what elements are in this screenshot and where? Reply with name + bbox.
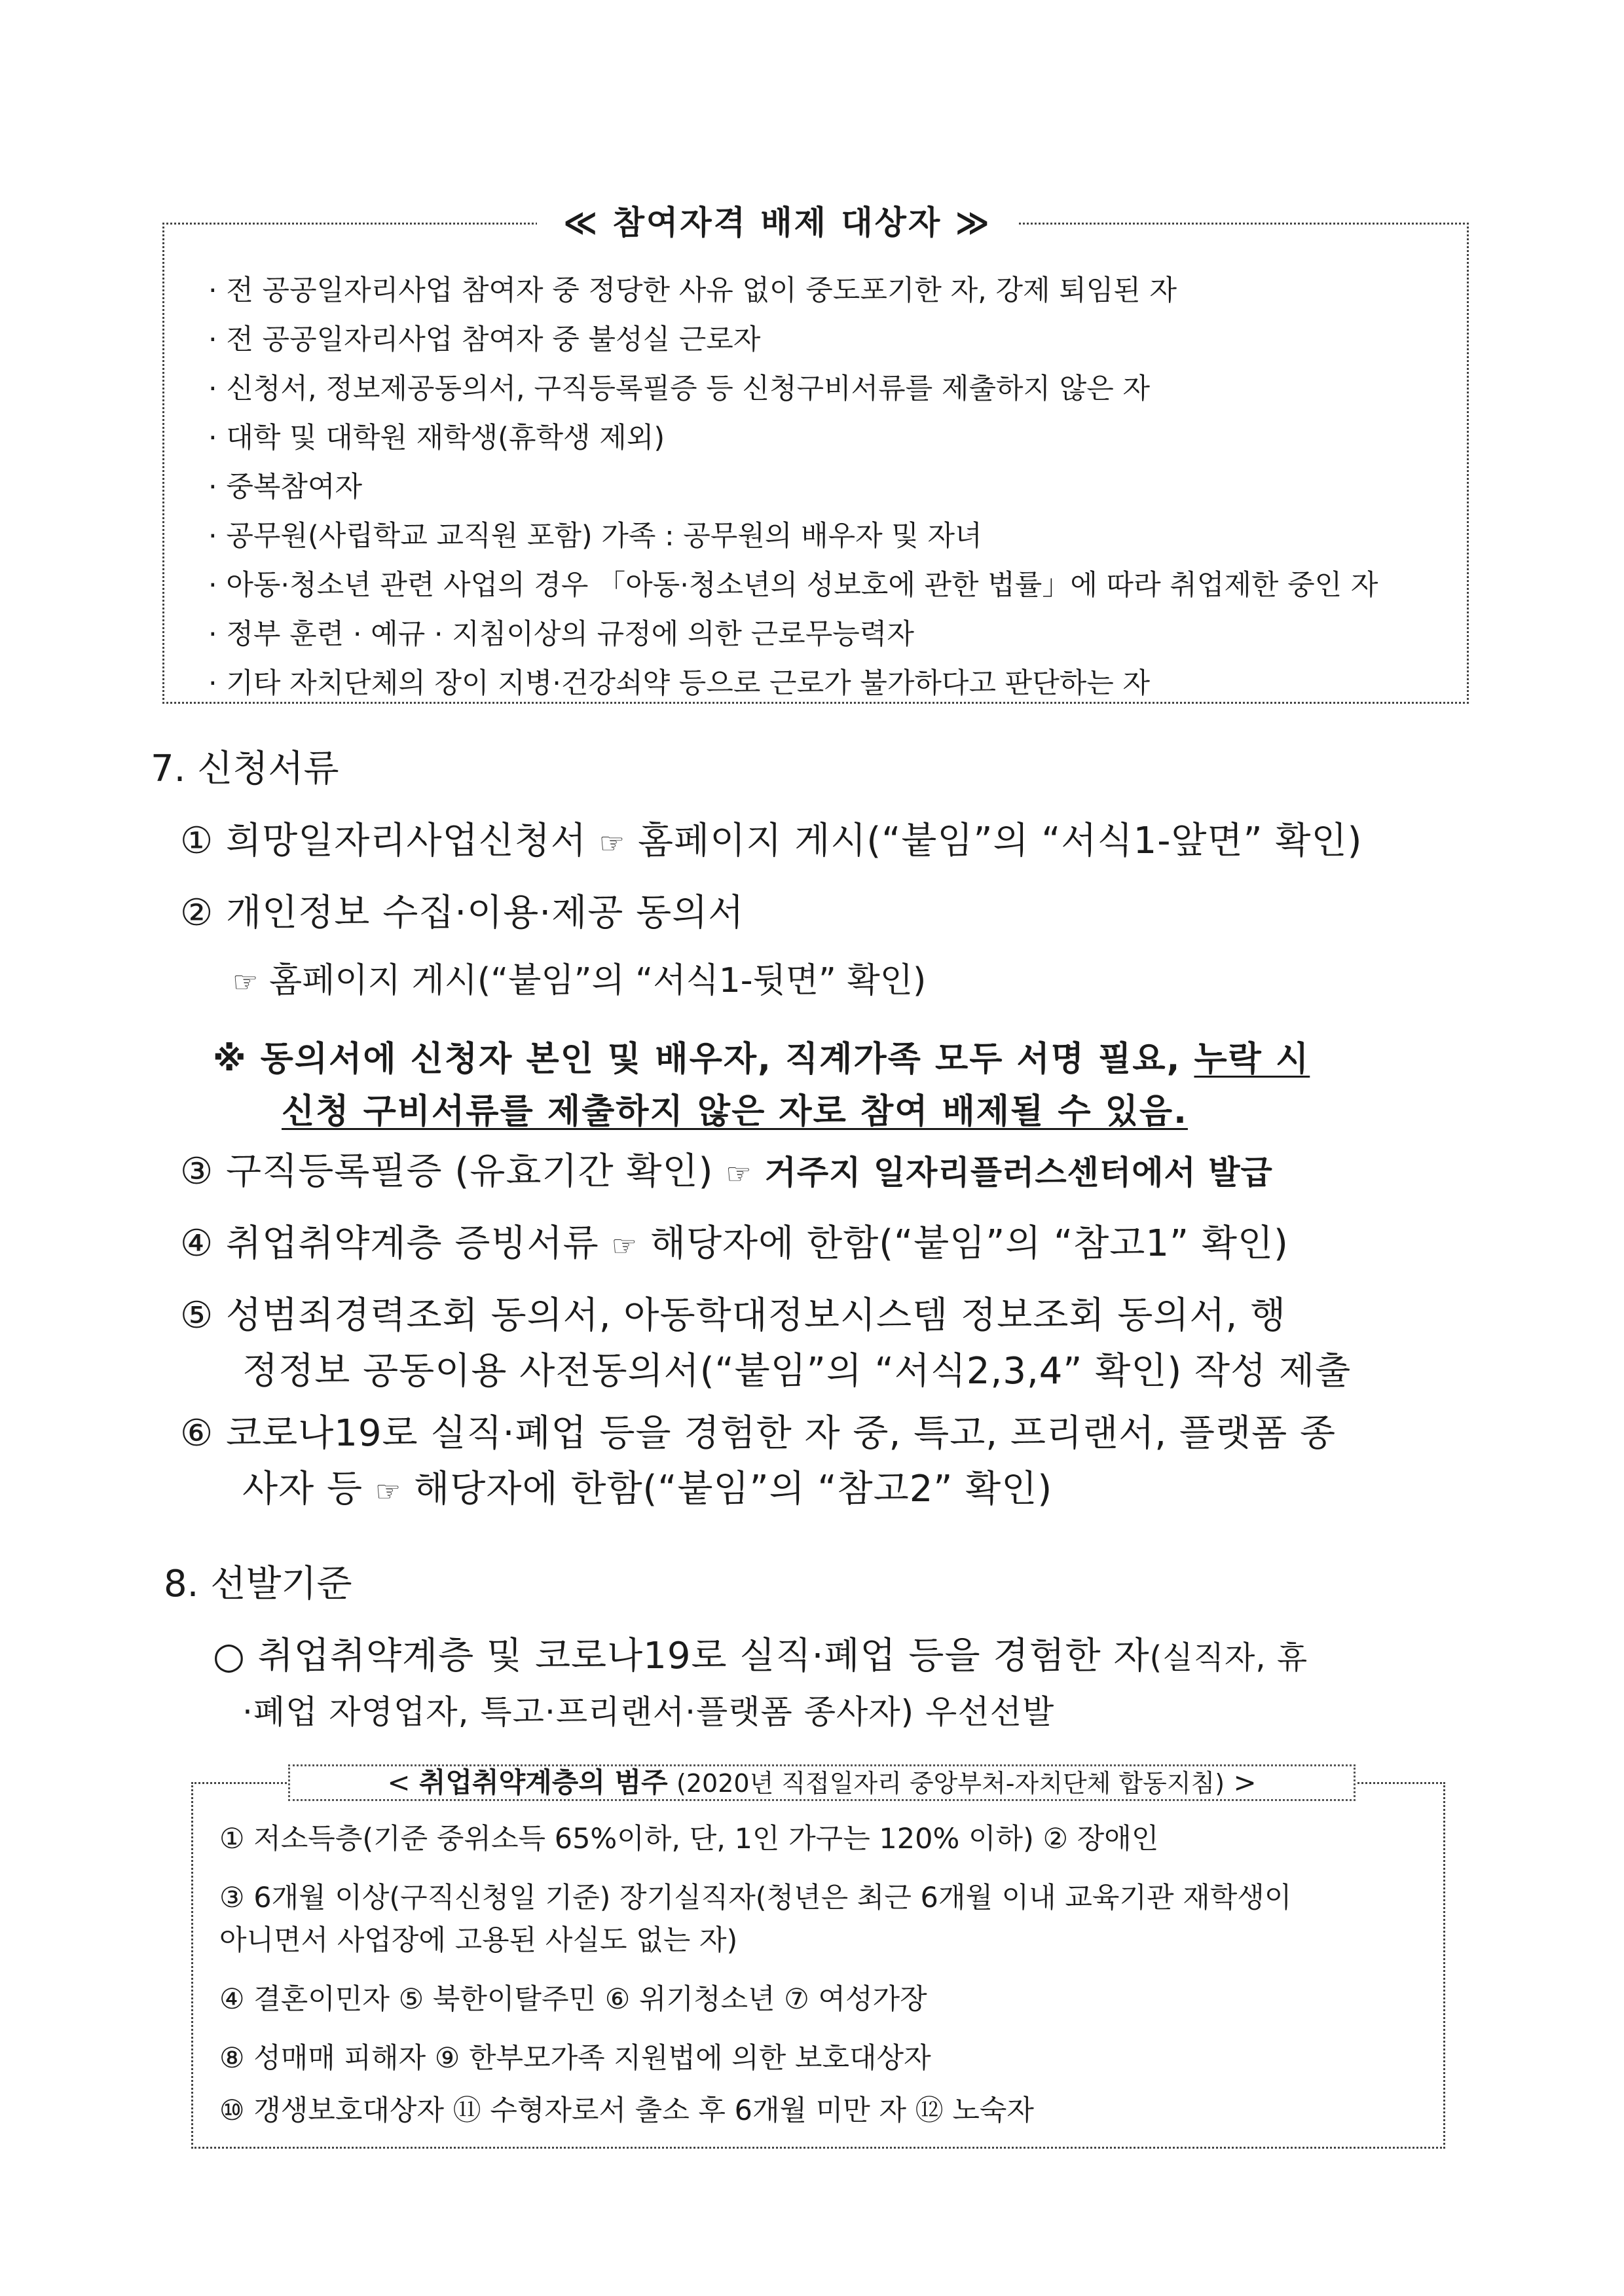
doc-item-6-label: 사자 등 [242, 1468, 363, 1510]
title-main: 취업취약계층의 범주 [418, 1766, 668, 1798]
exclusion-item: · 정부 훈련 · 예규 · 지침이상의 규정에 의한 근로무능력자 [208, 618, 914, 651]
vulnerable-line: ③ 6개월 이상(구직신청일 기준) 장기실직자(청년은 최근 6개월 이내 교육기관 재학생이 [219, 1882, 1292, 1914]
vulnerable-line: ⑩ 갱생보호대상자 ⑪ 수형자로서 출소 후 6개월 미만 자 ⑫ 노숙자 [219, 2094, 1034, 2127]
pointing-hand-icon: ☞ [726, 1157, 752, 1191]
doc-item-6-line2 [242, 1460, 1052, 1512]
pointing-hand-icon: ☞ [611, 1230, 638, 1263]
vulnerable-line: ④ 결혼이민자 ⑤ 북한이탈주민 ⑥ 위기청소년 ⑦ 여성가장 [219, 1983, 927, 2016]
doc-item-3-detail: 거주지 일자리플러스센터에서 발급 [764, 1154, 1273, 1192]
doc-item-2: ② 개인정보 수집·이용·제공 동의서 [180, 892, 745, 934]
doc-item-4-detail: 해당자에 한함(“붙임”의 “참고1” 확인) [650, 1222, 1289, 1265]
section-7-heading: 7. 신청서류 [151, 748, 339, 790]
doc-item-4-label: ④ 취업취약계층 증빙서류 [180, 1222, 599, 1265]
section-8-heading: 8. 선발기준 [164, 1563, 352, 1605]
doc-item-6-line1: ⑥ 코로나19로 실직·폐업 등을 경험한 자 중, 특고, 프리랜서, 플랫폼 종 [180, 1412, 1337, 1455]
vulnerable-line: ⑧ 성매매 피해자 ⑨ 한부모가족 지원법에 의한 보호대상자 [219, 2042, 931, 2075]
signature-note-underlined: 누락 시 [1194, 1040, 1310, 1079]
selection-criteria-main: ○ 취업취약계층 및 코로나19로 실직·폐업 등을 경험한 자 [213, 1635, 1150, 1677]
pointing-hand-icon: ☞ [375, 1475, 402, 1508]
signature-note-line2: 신청 구비서류를 제출하지 않은 자로 참여 배제될 수 있음. [282, 1092, 1188, 1131]
exclusion-item: · 대학 및 대학원 재학생(휴학생 제외) [208, 422, 665, 454]
vulnerable-line: 아니면서 사업장에 고용된 사실도 없는 자) [219, 1924, 738, 1957]
exclusion-item: · 신청서, 정보제공동의서, 구직등록필증 등 신청구비서류를 제출하지 않은 자 [208, 373, 1151, 405]
doc-item-1-detail: 홈페이지 게시(“붙임”의 “서식1-앞면” 확인) [638, 820, 1363, 862]
exclusion-item: · 기타 자치단체의 장이 지병·건강쇠약 등으로 근로가 불가하다고 판단하는 자 [208, 667, 1151, 700]
doc-item-1 [180, 812, 1362, 864]
exclusion-item: · 공무원(사립학교 교직원 포함) 가족 : 공무원의 배우자 및 자녀 [208, 520, 982, 553]
exclusion-item: · 전 공공일자리사업 참여자 중 불성실 근로자 [208, 323, 761, 356]
title-close: > [1233, 1766, 1257, 1798]
doc-item-4 [180, 1214, 1289, 1267]
pointing-hand-icon: ☞ [232, 966, 259, 999]
doc-item-3 [180, 1142, 1273, 1195]
vulnerable-line: ① 저소득층(기준 중위소득 65%이하, 단, 1인 가구는 120% 이하) ② 장애인 [219, 1823, 1159, 1855]
doc-item-5-line2: 정정보 공동이용 사전동의서(“붙임”의 “서식2,3,4” 확인) 작성 제출 [242, 1350, 1352, 1393]
exclusion-item: · 아동·청소년 관련 사업의 경우 「아동·청소년의 성보호에 관한 법률」에 따라 취업제한 중인 자 [208, 569, 1378, 602]
signature-note-line1 [213, 1031, 1310, 1080]
title-open: < [387, 1766, 411, 1798]
exclusion-item: · 전 공공일자리사업 참여자 중 정당한 사유 없이 중도포기한 자, 강제 퇴임된 자 [208, 274, 1177, 307]
title-source: (2020년 직접일자리 중앙부처-자치단체 합동지침) [676, 1769, 1225, 1798]
pointing-hand-icon: ☞ [599, 827, 626, 860]
doc-item-2-detail: 홈페이지 게시(“붙임”의 “서식1-뒷면” 확인) [268, 961, 927, 1000]
exclusion-title: ≪ 참여자격 배제 대상자 ≫ [537, 196, 1018, 244]
signature-note-text: ※ 동의서에 신청자 본인 및 배우자, 직계가족 모두 서명 필요, [213, 1040, 1181, 1079]
exclusion-item: · 중복참여자 [208, 471, 363, 503]
selection-criteria-line2: ·폐업 자영업자, 특고·프리랜서·플랫폼 종사자) 우선선발 [242, 1693, 1055, 1731]
doc-item-3-label: ③ 구직등록필증 (유효기간 확인) [180, 1150, 714, 1193]
doc-item-2-sub [232, 953, 926, 1002]
selection-criteria-line1 [213, 1627, 1308, 1679]
vulnerable-box-title [288, 1764, 1356, 1801]
doc-item-1-label: ① 희망일자리사업신청서 [180, 820, 587, 862]
selection-criteria-paren: (실직자, 휴 [1149, 1639, 1308, 1676]
doc-item-5-line1: ⑤ 성범죄경력조회 동의서, 아동학대정보시스템 정보조회 동의서, 행 [180, 1294, 1287, 1337]
doc-item-6-detail: 해당자에 한함(“붙임”의 “참고2” 확인) [414, 1468, 1053, 1510]
